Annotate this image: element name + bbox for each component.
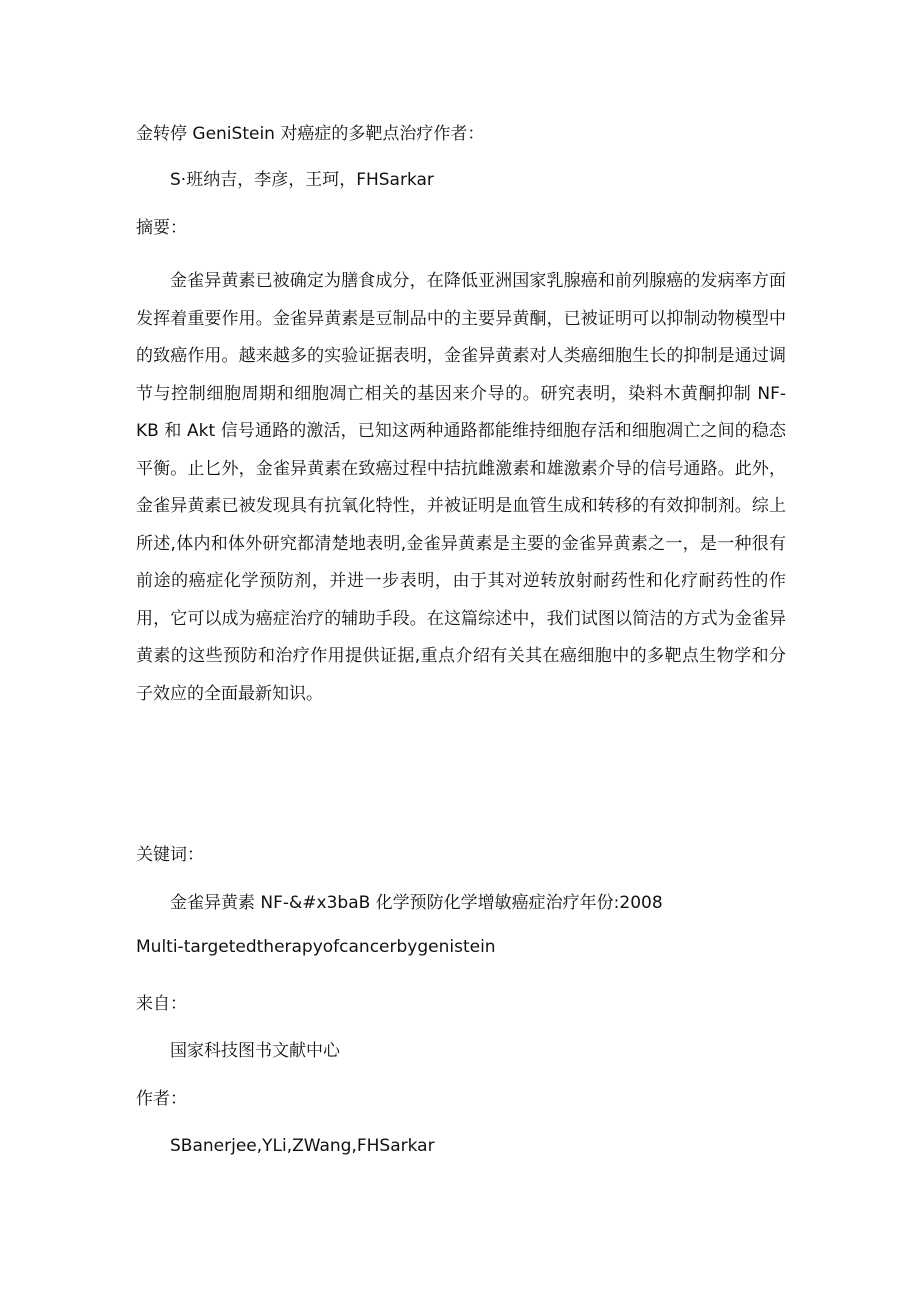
authors-chinese: S·班纳吉，李彦，王珂，FHSarkar [170,170,434,190]
keywords-label: 关键词： [136,845,204,865]
title-line: 金转停 GeniStein 对癌症的多靶点治疗作者： [136,124,485,144]
source-label: 来自： [136,994,187,1014]
english-title: Multi-targetedtherapyofcancerbygenistein [136,937,496,957]
abstract-paragraph: 金雀异黄素已被确定为膳食成分，在降低亚洲国家乳腺癌和前列腺癌的发病率方面发挥着重要作用。金雀异黄素是豆制品中的主要异黄酮，已被证明可以抑制动物模型中的致癌作用。越来越多的实验证据表明，金雀异黄素对人类癌细胞生长的抑制是通过调节与控制细胞周期和细胞凋亡相关的基因来介导的。研究表明，染料木黄酮抑制 NF-KB 和 Akt 信号通路的激活，已知这两种通路都能维持细胞存活和细胞凋亡之间的稳态平衡。止匕外，金雀异黄素在致癌过程中拮抗雌激素和雄激素介导的信号通路。此外，金雀异黄素已被发现具有抗氧化特性，并被证明是血管生成和转移的有效抑制剂。综上所述,体内和体外研究都清楚地表明,金雀异黄素是主要的金雀异黄素之一，是一种很有前途的癌症化学预防剂，并进一步表明，由于其对逆转放射耐药性和化疗耐药性的作用，它可以成为癌症治疗的辅助手段。在这篇综述中，我们试图以简洁的方式为金雀异黄素的这些预防和治疗作用提供证据,重点介绍有关其在癌细胞中的多靶点生物学和分子效应的全面最新知识。 [136,271,786,704]
abstract-label: 摘要： [136,218,187,238]
keywords-text: 金雀异黄素 NF-&#x3baB 化学预防化学增敏癌症治疗年份:2008 [170,893,663,913]
source-text: 国家科技图书文献中心 [170,1041,340,1061]
authors-english: SBanerjee,YLi,ZWang,FHSarkar [170,1136,435,1156]
authors-label: 作者： [136,1089,187,1109]
